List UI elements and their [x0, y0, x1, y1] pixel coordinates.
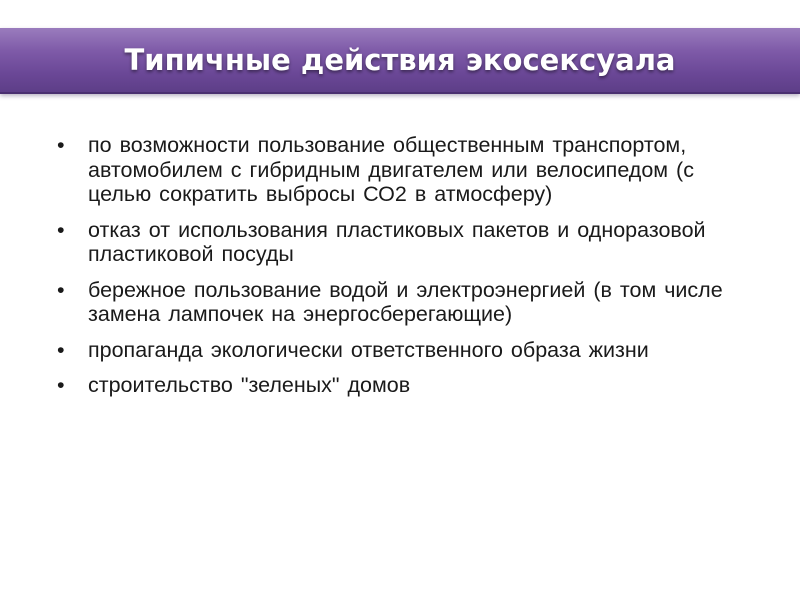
bullet-icon: •: [57, 277, 65, 302]
bullet-item: [57, 218, 737, 267]
bullet-text: пропаганда экологически ответственного образа жизни: [88, 337, 649, 362]
bullet-item: [57, 133, 737, 207]
bullet-text: по возможности пользование общественным транспортом, автомобилем с гибридным двигателем или велосипедом (с целью сократить выбросы СО2 в атмосферу): [88, 133, 694, 206]
bullet-icon: •: [57, 337, 65, 362]
bullet-text: отказ от использования пластиковых пакетов и одноразовой пластиковой посуды: [88, 217, 706, 266]
bullet-icon: •: [57, 133, 65, 157]
bullet-text: строительство "зеленых" домов: [88, 373, 411, 397]
slide-title: Типичные действия экосексуала: [124, 43, 676, 77]
bullet-list: [57, 133, 737, 409]
bullet-item: [57, 338, 737, 363]
bullet-item: [57, 278, 737, 327]
bullet-icon: •: [57, 373, 65, 397]
bullet-icon: •: [57, 217, 65, 242]
title-band: [0, 28, 800, 94]
bullet-text: бережное пользование водой и электроэнергией (в том числе замена лампочек на энергосберегающие): [88, 277, 723, 326]
bullet-item: [57, 373, 737, 398]
